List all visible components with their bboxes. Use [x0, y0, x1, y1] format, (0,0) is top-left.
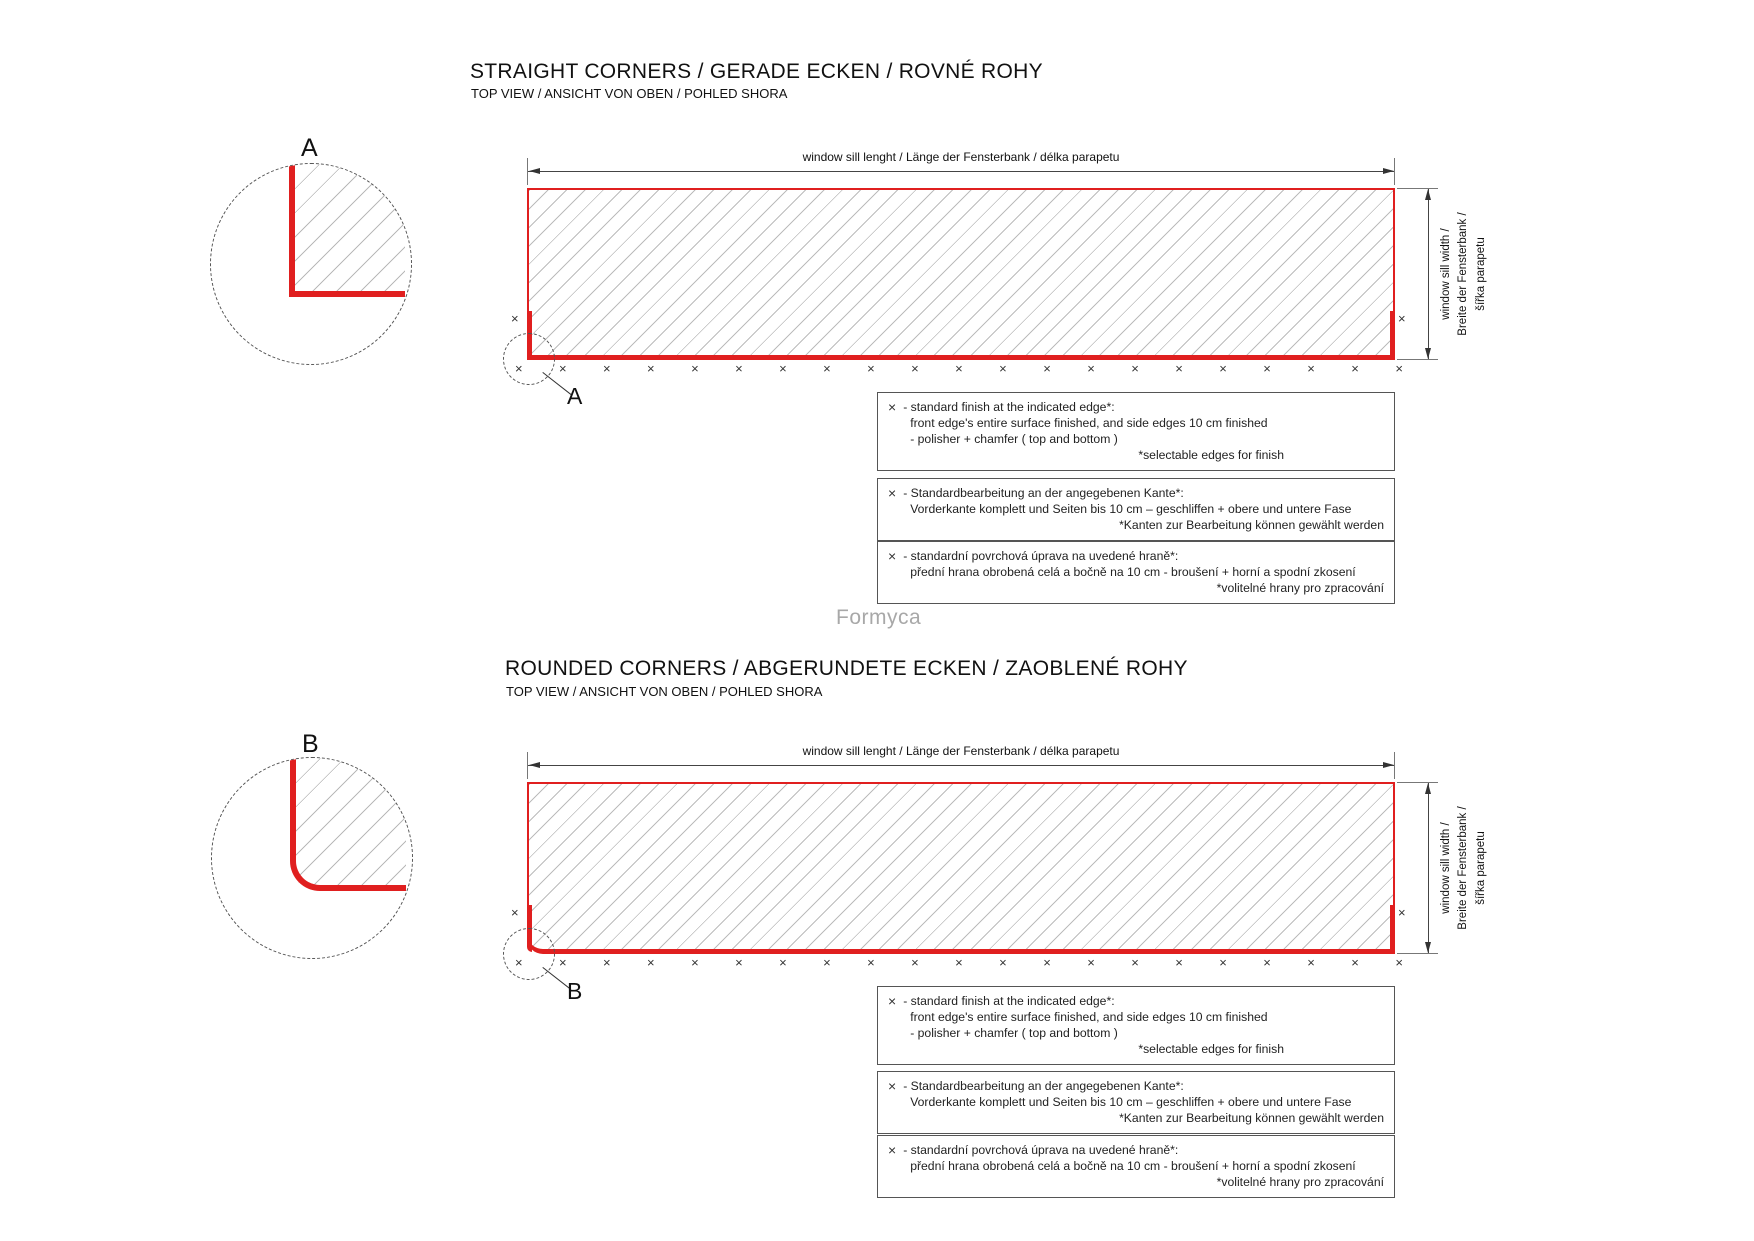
- note-cz-line1: - standardní povrchová úprava na uvedené hraně*:: [903, 1143, 1179, 1157]
- length-dimension-line: [528, 765, 1394, 766]
- section-rounded-title: ROUNDED CORNERS / ABGERUNDETE ECKEN / ZAOBLENÉ ROHY: [505, 657, 1188, 680]
- edge-mark: ×: [911, 955, 919, 970]
- edge-mark: ×: [515, 955, 523, 970]
- edge-mark-icon: ×: [888, 1078, 897, 1094]
- detail-b-circle: [211, 757, 413, 959]
- edge-mark: ×: [1219, 361, 1227, 376]
- note-cz-line2: přední hrana obrobená celá a bočně na 10 cm - broušení + horní a spodní zkosení: [910, 565, 1356, 580]
- finished-side-edge-right: [1390, 905, 1395, 952]
- edge-mark: ×: [823, 955, 831, 970]
- edge-mark: ×: [955, 955, 963, 970]
- edge-mark: ×: [647, 955, 655, 970]
- detail-a-letter: A: [301, 134, 318, 162]
- edge-mark: ×: [1263, 361, 1271, 376]
- note-de-footnote: *Kanten zur Bearbeitung können gewählt werden: [1119, 518, 1384, 533]
- detail-b-corner-edge: [290, 758, 406, 891]
- note-box-en: [877, 986, 1395, 1065]
- edge-mark: ×: [1395, 955, 1403, 970]
- note-en-line1: - standard finish at the indicated edge*:: [903, 994, 1115, 1008]
- note-box-cz: [877, 541, 1395, 604]
- edge-mark: ×: [1395, 361, 1403, 376]
- edge-mark: ×: [999, 955, 1007, 970]
- edge-mark: ×: [1131, 955, 1139, 970]
- note-en-line3: - polisher + chamfer ( top and bottom ): [910, 432, 1118, 447]
- detail-a-circle: [210, 163, 412, 365]
- extension-line: [1397, 359, 1438, 360]
- edge-mark-icon: ×: [888, 993, 897, 1009]
- section-straight-title: STRAIGHT CORNERS / GERADE ECKEN / ROVNÉ ROHY: [470, 60, 1043, 83]
- dim-arrow-down-icon: [1425, 942, 1431, 953]
- edge-mark: ×: [955, 361, 963, 376]
- note-en-footnote: *selectable edges for finish: [1138, 448, 1284, 463]
- extension-line: [1397, 782, 1438, 783]
- note-de-line2: Vorderkante komplett und Seiten bis 10 cm – geschliffen + obere und untere Fase: [910, 502, 1352, 517]
- edge-mark: ×: [647, 361, 655, 376]
- window-sill-straight: [527, 188, 1395, 360]
- note-box-de: [877, 1071, 1395, 1134]
- note-en-line2: front edge's entire surface finished, and side edges 10 cm finished: [910, 416, 1268, 431]
- corner-callout-letter-a: A: [567, 383, 583, 409]
- edge-mark: ×: [1175, 361, 1183, 376]
- note-de-line1: - Standardbearbeitung an der angegebenen Kante*:: [903, 486, 1184, 500]
- width-dimension-line: [1428, 783, 1429, 953]
- edge-mark: ×: [603, 955, 611, 970]
- note-cz-line1: - standardní povrchová úprava na uvedené hraně*:: [903, 549, 1179, 563]
- dim-arrow-up-icon: [1425, 189, 1431, 200]
- edge-mark-right: ×: [1398, 905, 1406, 920]
- edge-mark: ×: [1219, 955, 1227, 970]
- note-de-line1: - Standardbearbeitung an der angegebenen Kante*:: [903, 1079, 1184, 1093]
- detail-a-corner-edge: [289, 164, 405, 297]
- edge-mark: ×: [515, 361, 523, 376]
- edge-mark-left: ×: [511, 905, 519, 920]
- note-box-en: [877, 392, 1395, 471]
- edge-mark-left: ×: [511, 311, 519, 326]
- edge-mark: ×: [867, 955, 875, 970]
- edge-mark: ×: [735, 955, 743, 970]
- width-label-line3: šířka parapetu: [1474, 237, 1487, 311]
- length-dimension-line: [528, 171, 1394, 172]
- edge-mark-right: ×: [1398, 311, 1406, 326]
- edge-mark: ×: [735, 361, 743, 376]
- watermark-formyca: Formyca: [836, 606, 922, 629]
- width-label-line1: window sill width /: [1440, 822, 1452, 914]
- dim-arrow-left-icon: [529, 168, 540, 174]
- detail-b-letter: B: [302, 730, 319, 758]
- note-de-line2: Vorderkante komplett und Seiten bis 10 cm – geschliffen + obere und untere Fase: [910, 1095, 1352, 1110]
- note-en-line2: front edge's entire surface finished, and side edges 10 cm finished: [910, 1010, 1268, 1025]
- edge-mark: ×: [559, 361, 567, 376]
- edge-mark: ×: [1043, 955, 1051, 970]
- edge-mark: ×: [691, 361, 699, 376]
- width-label-line3: šířka parapetu: [1474, 831, 1487, 905]
- edge-mark-icon: ×: [888, 485, 897, 501]
- finished-side-edge-right: [1390, 311, 1395, 358]
- width-dimension-label: [1438, 188, 1502, 360]
- note-cz-footnote: *volitelné hrany pro zpracování: [1216, 1175, 1384, 1190]
- edge-mark: ×: [911, 361, 919, 376]
- edge-mark: ×: [1043, 361, 1051, 376]
- length-dimension-label: window sill lenght / Länge der Fensterbank / délka parapetu: [802, 744, 1120, 758]
- extension-line: [1397, 953, 1438, 954]
- width-label-line2: Breite der Fensterbank /: [1457, 212, 1470, 336]
- dim-arrow-left-icon: [529, 762, 540, 768]
- edge-mark: ×: [1307, 361, 1315, 376]
- note-box-de: [877, 478, 1395, 541]
- edge-mark: ×: [999, 361, 1007, 376]
- edge-mark: ×: [1307, 955, 1315, 970]
- edge-mark: ×: [1351, 955, 1359, 970]
- edge-mark: ×: [559, 955, 567, 970]
- note-en-line3: - polisher + chamfer ( top and bottom ): [910, 1026, 1118, 1041]
- bottom-edge-marks: [515, 956, 1403, 969]
- edge-mark-icon: ×: [888, 399, 897, 415]
- width-label-line2: Breite der Fensterbank /: [1457, 806, 1470, 930]
- edge-mark: ×: [1087, 955, 1095, 970]
- note-cz-line2: přední hrana obrobená celá a bočně na 10 cm - broušení + horní a spodní zkosení: [910, 1159, 1356, 1174]
- edge-mark-icon: ×: [888, 548, 897, 564]
- extension-line: [1394, 752, 1395, 779]
- corner-callout-letter-b: B: [567, 978, 583, 1004]
- edge-mark: ×: [603, 361, 611, 376]
- window-sill-rounded: [527, 782, 1395, 954]
- edge-mark: ×: [1131, 361, 1139, 376]
- section-straight-subtitle: TOP VIEW / ANSICHT VON OBEN / POHLED SHORA: [471, 86, 788, 101]
- note-en-footnote: *selectable edges for finish: [1138, 1042, 1284, 1057]
- edge-mark: ×: [823, 361, 831, 376]
- note-box-cz: [877, 1135, 1395, 1198]
- bottom-edge-marks: [515, 362, 1403, 375]
- dim-arrow-right-icon: [1383, 168, 1394, 174]
- dim-arrow-up-icon: [1425, 783, 1431, 794]
- edge-mark-icon: ×: [888, 1142, 897, 1158]
- extension-line: [1397, 188, 1438, 189]
- width-label-line1: window sill width /: [1440, 228, 1452, 320]
- width-dimension-line: [1428, 189, 1429, 359]
- edge-mark: ×: [1263, 955, 1271, 970]
- width-dimension-label: [1438, 782, 1502, 954]
- edge-mark: ×: [867, 361, 875, 376]
- edge-mark: ×: [1087, 361, 1095, 376]
- edge-mark: ×: [779, 955, 787, 970]
- extension-line: [1394, 158, 1395, 185]
- note-cz-footnote: *volitelné hrany pro zpracování: [1216, 581, 1384, 596]
- note-en-line1: - standard finish at the indicated edge*:: [903, 400, 1115, 414]
- edge-mark: ×: [1175, 955, 1183, 970]
- length-dimension-label: window sill lenght / Länge der Fensterbank / délka parapetu: [802, 150, 1120, 164]
- section-rounded-subtitle: TOP VIEW / ANSICHT VON OBEN / POHLED SHORA: [506, 684, 823, 699]
- edge-mark: ×: [691, 955, 699, 970]
- edge-mark: ×: [779, 361, 787, 376]
- note-de-footnote: *Kanten zur Bearbeitung können gewählt werden: [1119, 1111, 1384, 1126]
- edge-mark: ×: [1351, 361, 1359, 376]
- dim-arrow-right-icon: [1383, 762, 1394, 768]
- dim-arrow-down-icon: [1425, 348, 1431, 359]
